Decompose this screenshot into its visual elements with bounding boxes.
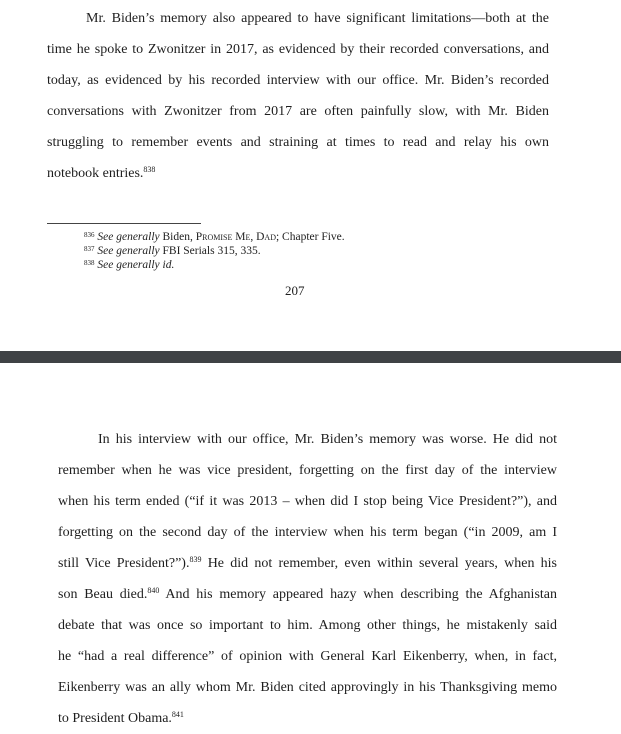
footnote-ref[interactable]: 840 [147,586,160,595]
book-title: Promise Me, Dad [195,231,276,243]
body-line [98,432,557,448]
body-line [58,680,557,696]
text: forgetting on the second day of the interview when his term began (“in 2009, am I [58,525,557,540]
footnote-number: 837 [84,245,95,253]
body-line [86,11,549,27]
body-line [47,166,549,182]
text: he “had a real difference” of opinion with General Karl Eikenberry, when, in fact, [58,649,557,664]
text: In his interview with our office, Mr. Biden’s memory was worse. He did not [98,432,557,447]
text: He did not remember, even within several years, when his [201,556,557,571]
body-line [58,711,557,727]
text: See generally [97,245,160,257]
text: when his term ended (“if it was 2013 – when did I stop being Vice President?”), and [58,494,557,509]
text: And his memory appeared hazy when describing the Afghanistan [159,587,557,602]
page-208 [0,363,621,734]
text: to President Obama. [58,711,172,726]
body-line [47,42,549,58]
text: Mr. Biden’s memory also appeared to have significant limitations—both at the [86,11,549,26]
footnote-836 [84,231,345,244]
body-line [58,587,557,603]
text: notebook entries. [47,166,144,181]
text: time he spoke to Zwonitzer in 2017, as evidenced by their recorded conversations, and [47,42,549,57]
body-line [58,618,557,634]
body-line [58,649,557,665]
text: ; Chapter Five. [275,231,345,243]
body-line [58,525,557,541]
body-line [47,73,549,89]
text: struggling to remember events and straining at times to read and relay his own [47,135,549,150]
footnote-837 [84,245,261,258]
page-207 [0,0,621,351]
footnote-ref[interactable]: 841 [171,710,184,719]
page-separator [0,351,621,363]
footnote-number: 838 [84,259,95,267]
body-line [58,463,557,479]
body-line [58,556,557,572]
footnote-divider [47,223,201,224]
page-number: 207 [285,283,305,298]
body-line [47,104,549,120]
text: debate that was once so important to him. Among other things, he mistakenly said [58,618,557,633]
body-line [47,135,549,151]
footnote-838 [84,259,174,272]
text: FBI Serials 315, 335. [159,245,261,257]
text: today, as evidenced by his recorded interview with our office. Mr. Biden’s recorded [47,73,549,88]
footnote-ref[interactable]: 839 [189,555,202,564]
body-line [58,494,557,510]
text: See generally [97,231,160,243]
footnote-number: 836 [84,231,95,239]
text: Eikenberry was an ally whom Mr. Biden cited approvingly in his Thanksgiving memo [58,680,557,695]
text: remember when he was vice president, forgetting on the first day of the interview [58,463,557,478]
text: still Vice President?”). [58,556,190,571]
text: son Beau died. [58,587,148,602]
text: conversations with Zwonitzer from 2017 are often painfully slow, with Mr. Biden [47,104,549,119]
footnote-ref[interactable]: 838 [143,165,156,174]
text: See generally id. [97,259,175,271]
text: Biden, [159,231,196,243]
